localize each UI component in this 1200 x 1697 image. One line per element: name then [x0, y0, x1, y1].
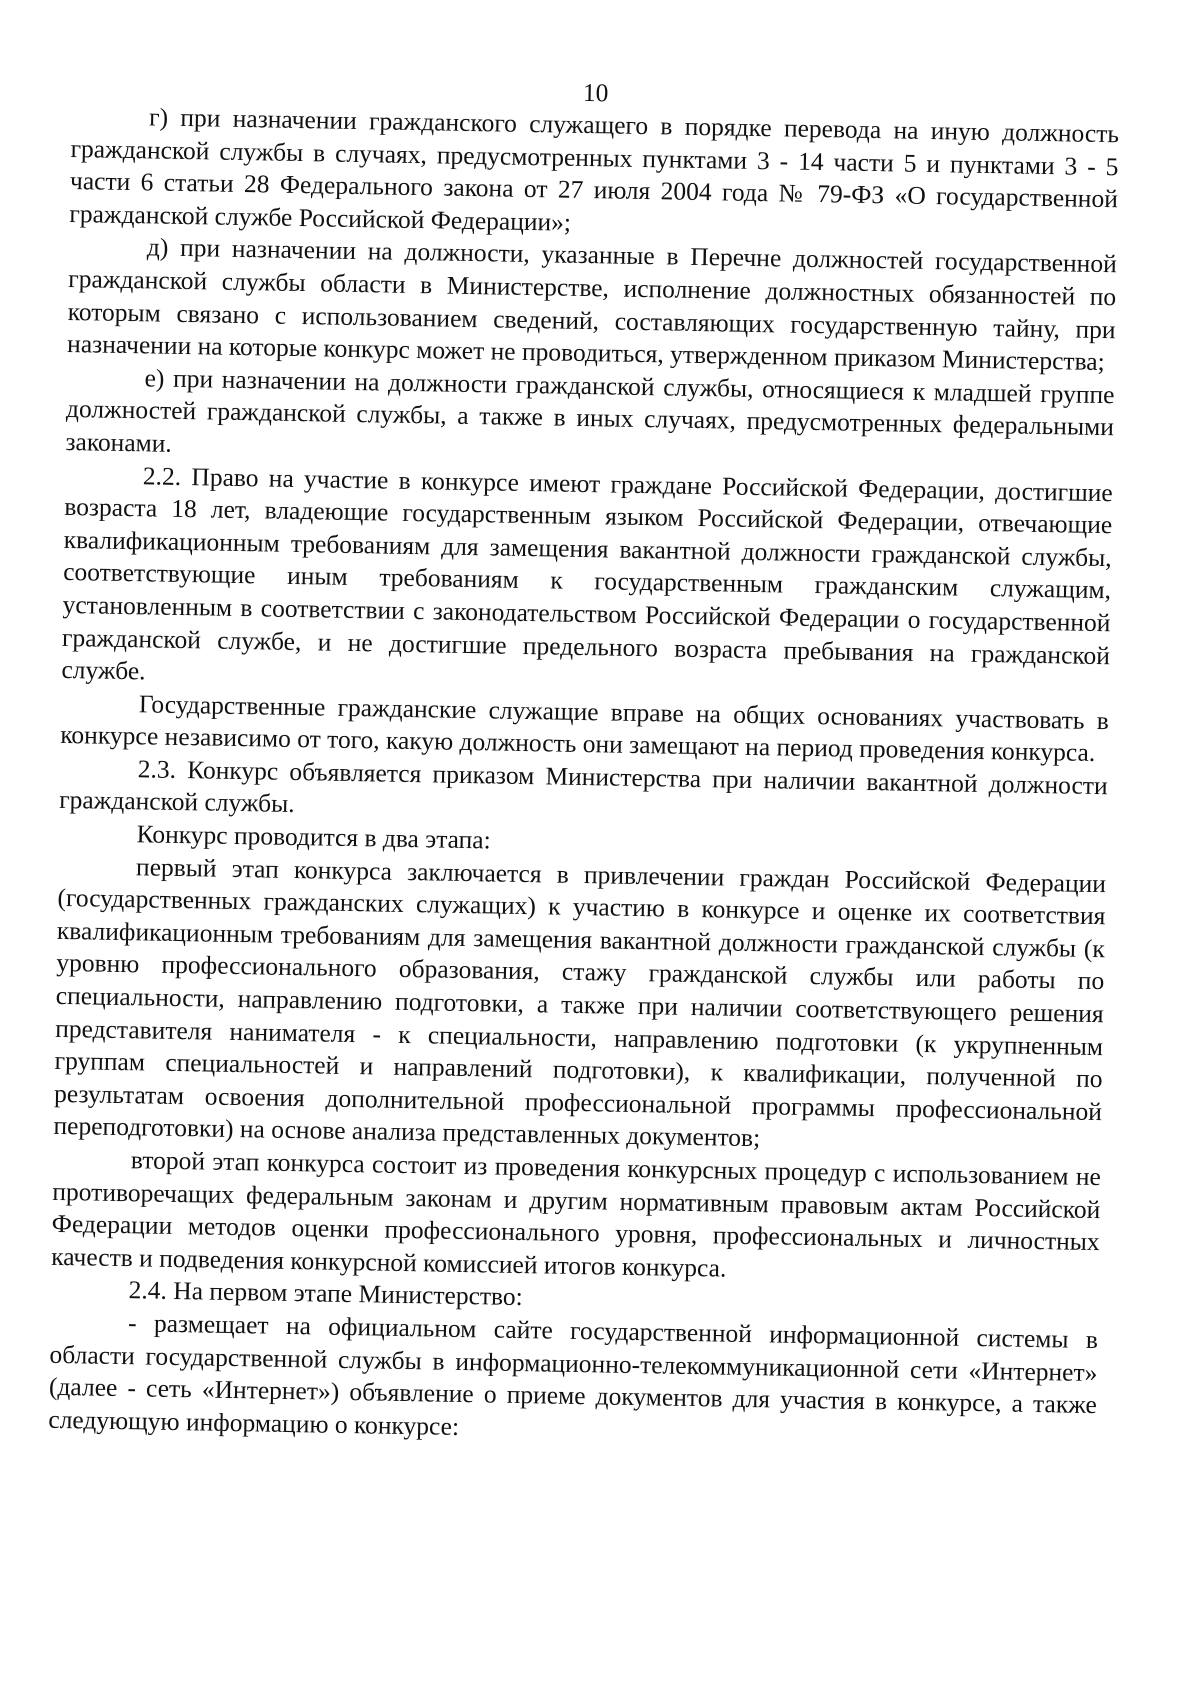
paragraph-2-3-announcement: 2.3. Конкурс объявляется приказом Министерства при наличии вакантной должности гражданской службы. — [58, 754, 1108, 819]
paragraph-g-transfer: г) при назначении гражданского служащего в порядке перевода на иную должность гражданской службы в случаях, предусмотренных пунктами 3 - 14 части 5 и пунктами 3 - 5 части 6 статьи 28 Федерального закона от 27 июля 2004 года № 79-ФЗ «О государственной гражданской службе Российской Федерации»; — [69, 102, 1120, 237]
paragraph-publishes-announcement: - размещает на официальном сайте государственной информационной системы в области государственной службы в информационно-телекоммуникационной сети «Интернет» (далее - сеть «Интернет») объявление о приеме документов для участия в конкурсе, а также следующую информацию о конкурсе: — [48, 1308, 1099, 1441]
paragraph-two-stages: Конкурс проводится в два этапа: — [136, 819, 491, 855]
paragraph-2-2-eligibility: 2.2. Право на участие в конкурсе имеют граждане Российской Федерации, достигшие возраста 18 лет, владеющие государственным языком Российской Федерации, отвечающие квалификационным требованиям для замещения вакантной должности гражданской службы, соответствующие иным требованиям к государственным гражданским служащим, установленным в соответствии с законодательством Российской Федерации о государственной гражданской службе, и не достигшие предельного возраста пребывания на гражданской службе. — [61, 460, 1114, 686]
paragraph-civil-servants-participation: Государственные гражданские служащие вправе на общих основаниях участвовать в конкурсе независимо от того, какую должность они замещают на период проведения конкурса. — [60, 688, 1110, 768]
paragraph-e-junior-group: е) при назначении на должности гражданской службы, относящиеся к младшей группе должностей гражданской службы, а также в иных случаях, предусмотренных федеральными законами. — [65, 363, 1115, 458]
paragraph-first-stage: первый этап конкурса заключается в привлечении граждан Российской Федерации (государственных гражданских служащих) к участию в конкурсе и оценке их соответствия квалификационным требованиям для замещения вакантной должности гражданской службы (к уровню профессионального образования, стажу гражданской службы или работы по специальности, направлению подготовки, а также при наличии соответствующего решения представителя нанимателя - к специальности, направлению подготовки (к укрупненным группам специальностей и направлений подготовки), к квалификации, полученной по результатам освоения дополнительной профессиональной программы профессиональной переподготовки) на основе анализа представленных документов; — [53, 851, 1107, 1153]
paragraph-2-4-first-stage-ministry: 2.4. На первом этапе Министерство: — [128, 1275, 523, 1312]
paragraph-d-state-secret: д) при назначении на должности, указанные в Перечне должностей государственной гражданской службы области в Министерстве, исполнение должностных обязанностей по которым связано с использованием сведений, составляющих государственную тайну, при назначении на которые конкурс может не проводиться, утвержденном приказом Министерства; — [66, 232, 1117, 377]
page-number: 10 — [582, 77, 609, 108]
paragraph-second-stage: второй этап конкурса состоит из проведения конкурсных процедур с использованием не противоречащих федеральным законам и другим нормативным правовым актам Российской Федерации методов оценки профессионального уровня, профессиональных и личностных качеств и подведения конкурсной комиссией итогов конкурса. — [51, 1145, 1102, 1283]
document-page — [48, 68, 1120, 1454]
